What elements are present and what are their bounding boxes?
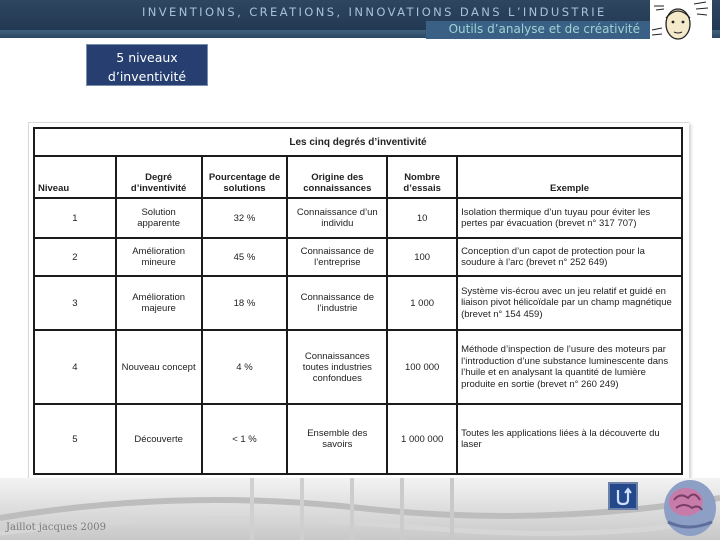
- return-button[interactable]: [608, 482, 638, 510]
- inventivity-table-sheet: [28, 122, 689, 479]
- header-banner: [0, 0, 720, 38]
- column-header-degre: Degré d’inventivité: [116, 156, 202, 198]
- cell-origine: Connaissances toutes industries confondues: [287, 330, 387, 404]
- cell-degre: Amélioration mineure: [116, 238, 202, 276]
- cell-essais: 1 000: [387, 276, 457, 330]
- column-header-essais: Nombre d’essais: [387, 156, 457, 198]
- cell-origine: Ensemble des savoirs: [287, 404, 387, 474]
- cell-niveau: 1: [34, 198, 116, 238]
- cell-exemple: Méthode d’inspection de l’usure des moteurs par l’introduction d’une substance luminescente dans l’huile et en analysant la quantité de lumière produite en sortie (brevet n° 260 249): [457, 330, 682, 404]
- cell-niveau: 2: [34, 238, 116, 276]
- cell-essais: 10: [387, 198, 457, 238]
- thinking-head-logo-icon: [650, 0, 712, 48]
- cell-niveau: 5: [34, 404, 116, 474]
- cell-pourcentage: 4 %: [202, 330, 288, 404]
- author-credit: Jaillot jacques 2009: [6, 522, 106, 533]
- cell-degre: Amélioration majeure: [116, 276, 202, 330]
- cell-essais: 100 000: [387, 330, 457, 404]
- cell-exemple: Conception d’un capot de protection pour la soudure à l’arc (brevet n° 252 649): [457, 238, 682, 276]
- cell-niveau: 4: [34, 330, 116, 404]
- cell-essais: 1 000 000: [387, 404, 457, 474]
- inventivity-table: [33, 127, 683, 475]
- cell-degre: Découverte: [116, 404, 202, 474]
- cell-pourcentage: 32 %: [202, 198, 288, 238]
- cell-exemple: Toutes les applications liées à la découverte du laser: [457, 404, 682, 474]
- cell-pourcentage: < 1 %: [202, 404, 288, 474]
- table-row: [34, 198, 682, 238]
- levels-heading-line2: d’inventivité: [107, 69, 187, 84]
- table-row: [34, 238, 682, 276]
- table-row: [34, 404, 682, 474]
- cell-degre: Nouveau concept: [116, 330, 202, 404]
- table-header-row: [34, 156, 682, 198]
- cell-essais: 100: [387, 238, 457, 276]
- cell-exemple: Isolation thermique d’un tuyau pour éviter les pertes par évacuation (brevet n° 317 707): [457, 198, 682, 238]
- cell-pourcentage: 18 %: [202, 276, 288, 330]
- presentation-subtitle: Outils d’analyse et de créativité: [448, 22, 640, 36]
- column-header-pourcentage: Pourcentage de solutions: [202, 156, 288, 198]
- cell-origine: Connaissance de l’entreprise: [287, 238, 387, 276]
- subtitle-tab: [426, 21, 650, 39]
- cell-degre: Solution apparente: [116, 198, 202, 238]
- brain-head-icon: [658, 472, 720, 540]
- column-header-niveau: Niveau: [34, 156, 116, 198]
- cell-pourcentage: 45 %: [202, 238, 288, 276]
- column-header-exemple: Exemple: [457, 156, 682, 198]
- table-caption-row: [34, 128, 682, 156]
- table-row: [34, 276, 682, 330]
- cell-origine: Connaissance d’un individu: [287, 198, 387, 238]
- levels-heading-box: [86, 44, 208, 86]
- table-caption: Les cinq degrés d’inventivité: [34, 128, 682, 156]
- cell-origine: Connaissance de l’industrie: [287, 276, 387, 330]
- cell-niveau: 3: [34, 276, 116, 330]
- column-header-origine: Origine des connaissances: [287, 156, 387, 198]
- levels-heading-line1: 5 niveaux: [116, 50, 178, 65]
- presentation-title: INVENTIONS, CREATIONS, INNOVATIONS DANS L’INDUSTRIE: [142, 5, 607, 19]
- table-row: [34, 330, 682, 404]
- cell-exemple: Système vis-écrou avec un jeu relatif et guidé en liaison pivot hélicoïdale par un champ magnétique (brevet n° 154 459): [457, 276, 682, 330]
- return-arrow-icon: [610, 484, 636, 508]
